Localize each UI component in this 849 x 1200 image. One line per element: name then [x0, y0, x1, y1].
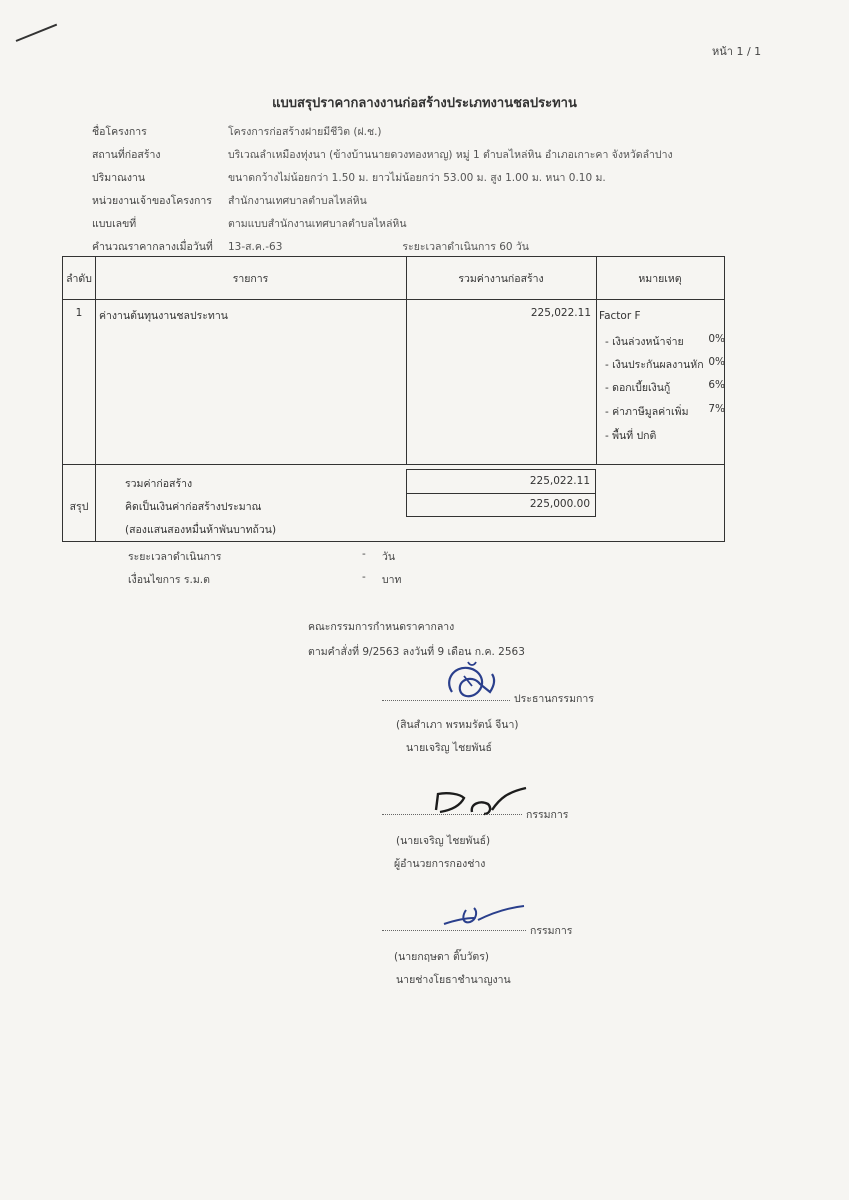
info-value: ตามแบบสำนักงานเทศบาลตำบลไหล่หิน: [228, 218, 407, 230]
signature-3-scribble: [440, 900, 526, 930]
remark-value: 0%: [708, 333, 725, 345]
info-duration: ระยะเวลาดำเนินการ 60 วัน: [402, 241, 529, 253]
table-vline: [596, 257, 597, 464]
row-item: ค่างานต้นทุนงานชลประทาน: [99, 310, 228, 322]
signature-line-3: [382, 930, 526, 931]
row-no: 1: [75, 307, 83, 319]
remark-value: 6%: [708, 379, 725, 391]
info-label: หน่วยงานเจ้าของโครงการ: [92, 195, 212, 207]
duration-unit: วัน: [382, 551, 396, 563]
cost-summary-table: [62, 256, 725, 542]
remark-label: - ดอกเบี้ยเงินกู้: [605, 382, 671, 394]
info-row-calc-date: [92, 238, 529, 255]
signature-3-position: นายช่างโยธาชำนาญงาน: [396, 974, 511, 986]
signature-1-role: ประธานกรรมการ: [514, 693, 594, 705]
summary-total-label: รวมค่าก่อสร้าง: [125, 478, 193, 490]
signature-1-name: (สินสำเภา พรหมรัตน์ จีนา): [396, 719, 519, 731]
header-remark: หมายเหตุ: [638, 273, 682, 285]
header-cost: รวมค่างานก่อสร้าง: [458, 273, 544, 285]
signature-1-position: นายเจริญ ไชยพันธ์: [406, 742, 492, 754]
info-label: คำนวณราคากลางเมื่อวันที่: [92, 241, 213, 253]
committee-order: ตามคำสั่งที่ 9/2563 ลงวันที่ 9 เดือน ก.ค. 2563: [308, 646, 525, 658]
signature-2-name: (นายเจริญ ไชยพันธ์): [396, 835, 491, 847]
info-row-project: [92, 123, 382, 140]
duration-label: ระยะเวลาดำเนินการ: [128, 551, 222, 563]
summary-label: สรุป: [69, 501, 89, 513]
duration-value: -: [362, 548, 366, 560]
info-label: ปริมาณงาน: [92, 172, 146, 184]
table-summary-divider: [63, 464, 724, 465]
header-no: ลำดับ: [66, 273, 92, 285]
summary-words: (สองแสนสองหมื่นห้าพันบาทถ้วน): [125, 524, 277, 536]
table-header-divider: [63, 299, 724, 300]
summary-rounded-label: คิดเป็นเงินค่าก่อสร้างประมาณ: [125, 501, 262, 513]
summary-total-value: 225,022.11: [529, 475, 590, 487]
committee-heading: คณะกรรมการกำหนดราคากลาง: [308, 621, 455, 633]
remark-factor: Factor F: [599, 310, 641, 322]
signature-2-position: ผู้อำนวยการกองช่าง: [394, 858, 486, 870]
signature-2-role: กรรมการ: [526, 809, 569, 821]
signature-3-name: (นายกฤษดา ติ๊บวัตร): [394, 951, 489, 963]
summary-rounded-value: 225,000.00: [529, 498, 590, 510]
page-number: หน้า 1 / 1: [712, 45, 762, 58]
info-label: ชื่อโครงการ: [92, 126, 147, 138]
info-label: แบบเลขที่: [92, 218, 137, 230]
remark-value: 0%: [708, 356, 725, 368]
info-value: บริเวณลำเหมืองทุ่งนา (ข้างบ้านนายดวงทองหาญ) หมู่ 1 ตำบลไหล่หิน อำเภอเกาะคา จังหวัดลำปาง: [228, 149, 673, 161]
info-value: ขนาดกว้างไม่น้อยกว่า 1.50 ม. ยาวไม่น้อยกว่า 53.00 ม. สูง 1.00 ม. หนา 0.10 ม.: [228, 172, 606, 184]
info-value: 13-ส.ค.-63: [228, 241, 283, 253]
signature-3-role: กรรมการ: [530, 925, 573, 937]
remark-label: - พื้นที่ ปกติ: [605, 430, 657, 442]
remark-label: - เงินประกันผลงานหัก: [605, 359, 704, 371]
summary-amount-box: [406, 469, 596, 517]
table-vline: [406, 257, 407, 464]
document-title: แบบสรุปราคากลางงานก่อสร้างประเภทงานชลประทาน: [272, 96, 577, 111]
penalty-unit: บาท: [382, 574, 402, 586]
info-row-location: [92, 146, 673, 163]
remark-label: - เงินล่วงหน้าจ่าย: [605, 336, 684, 348]
info-row-owner: [92, 192, 367, 209]
header-item: รายการ: [232, 273, 269, 285]
info-value: โครงการก่อสร้างฝายมีชีวิต (ฝ.ช.): [228, 126, 382, 138]
remark-label: - ค่าภาษีมูลค่าเพิ่ม: [605, 406, 689, 418]
signature-line-2: [382, 814, 522, 815]
info-label: สถานที่ก่อสร้าง: [92, 149, 161, 161]
penalty-value: -: [362, 571, 366, 583]
signature-line-1: [382, 700, 510, 701]
penalty-label: เงื่อนไขการ ร.ม.ต: [128, 574, 210, 586]
info-row-drawing: [92, 215, 407, 232]
info-value: สำนักงานเทศบาลตำบลไหล่หิน: [228, 195, 367, 207]
summary-box-divider: [407, 493, 595, 494]
info-row-quantity: [92, 169, 606, 186]
signature-1-scribble: [438, 656, 500, 704]
remark-value: 7%: [708, 403, 725, 415]
row-cost: 225,022.11: [530, 307, 591, 319]
